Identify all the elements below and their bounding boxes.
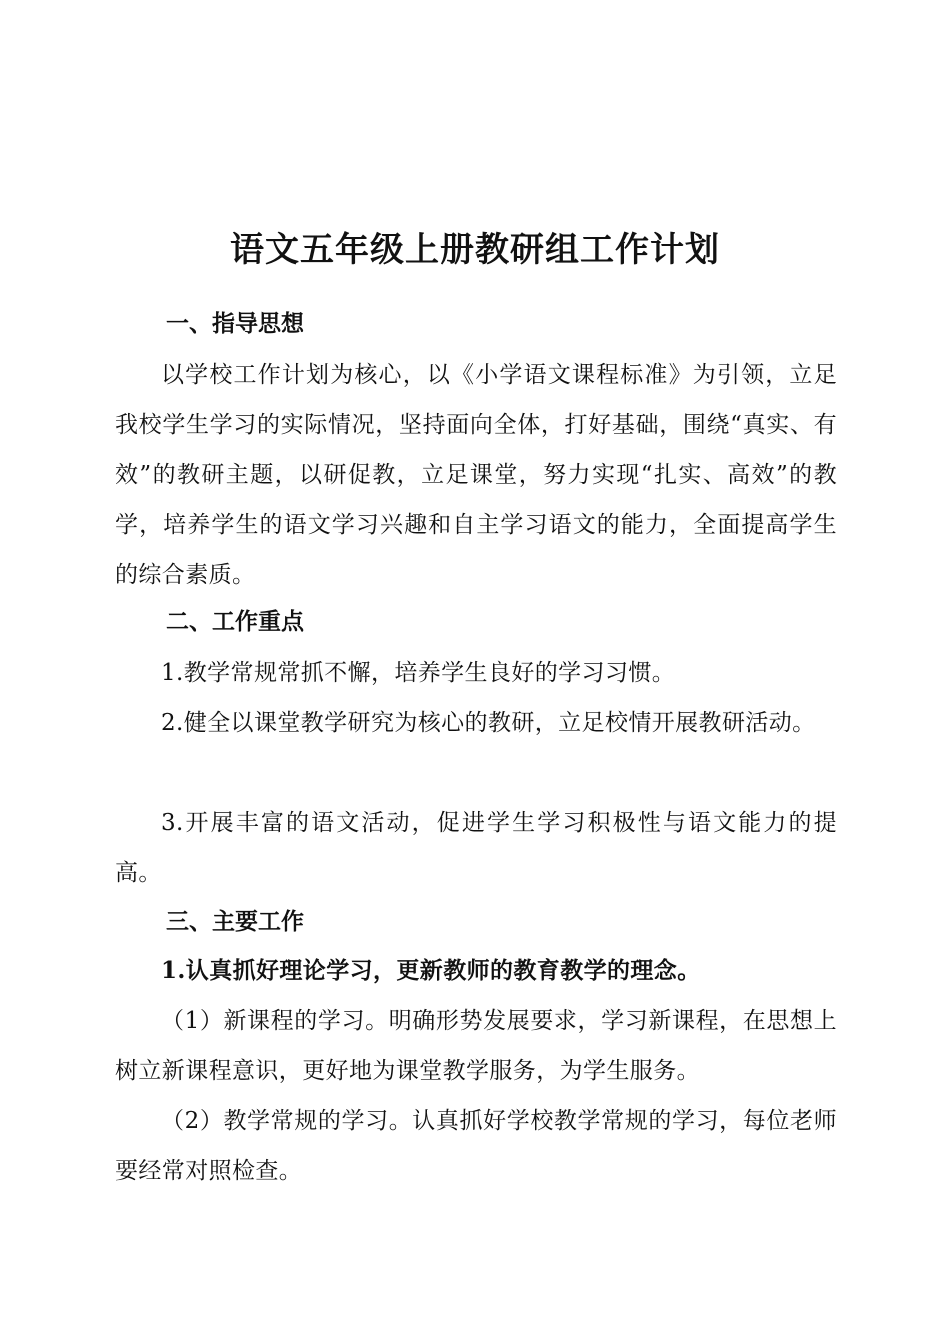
paragraph-new-curriculum-study: （1）新课程的学习。明确形势发展要求，学习新课程，在思想上树立新课程意识，更好地为课堂教学服务，为学生服务。: [115, 1008, 837, 1084]
paragraph-teaching-routine-study: （2）教学常规的学习。认真抓好学校教学常规的学习，每位老师要经常对照检查。: [115, 1108, 837, 1184]
subheading-theory-study: 1.认真抓好理论学习，更新教师的教育教学的理念。: [161, 957, 701, 984]
document-title: 语文五年级上册教研组工作计划: [230, 230, 720, 270]
section-heading-work-focus: 二、工作重点: [166, 609, 304, 635]
paragraph-work-focus-2: 2.健全以课堂教学研究为核心的教研，立足校情开展教研活动。: [161, 710, 816, 736]
section-heading-guiding-ideology: 一、指导思想: [166, 311, 304, 337]
paragraph-work-focus-3: 3.开展丰富的语文活动，促进学生学习积极性与语文能力的提高。: [115, 810, 837, 886]
section-heading-main-work: 三、主要工作: [166, 909, 304, 935]
paragraph-guiding-ideology: 以学校工作计划为核心，以《小学语文课程标准》为引领，立足我校学生学习的实际情况，坚持面向全体，打好基础，围绕“真实、有效”的教研主题，以研促教，立足课堂，努力实现“扎实、高效”的教学，培养学生的语文学习兴趣和自主学习语文的能力，全面提高学生的综合素质。: [115, 362, 837, 588]
paragraph-work-focus-1: 1.教学常规常抓不懈，培养学生良好的学习习惯。: [161, 660, 676, 686]
